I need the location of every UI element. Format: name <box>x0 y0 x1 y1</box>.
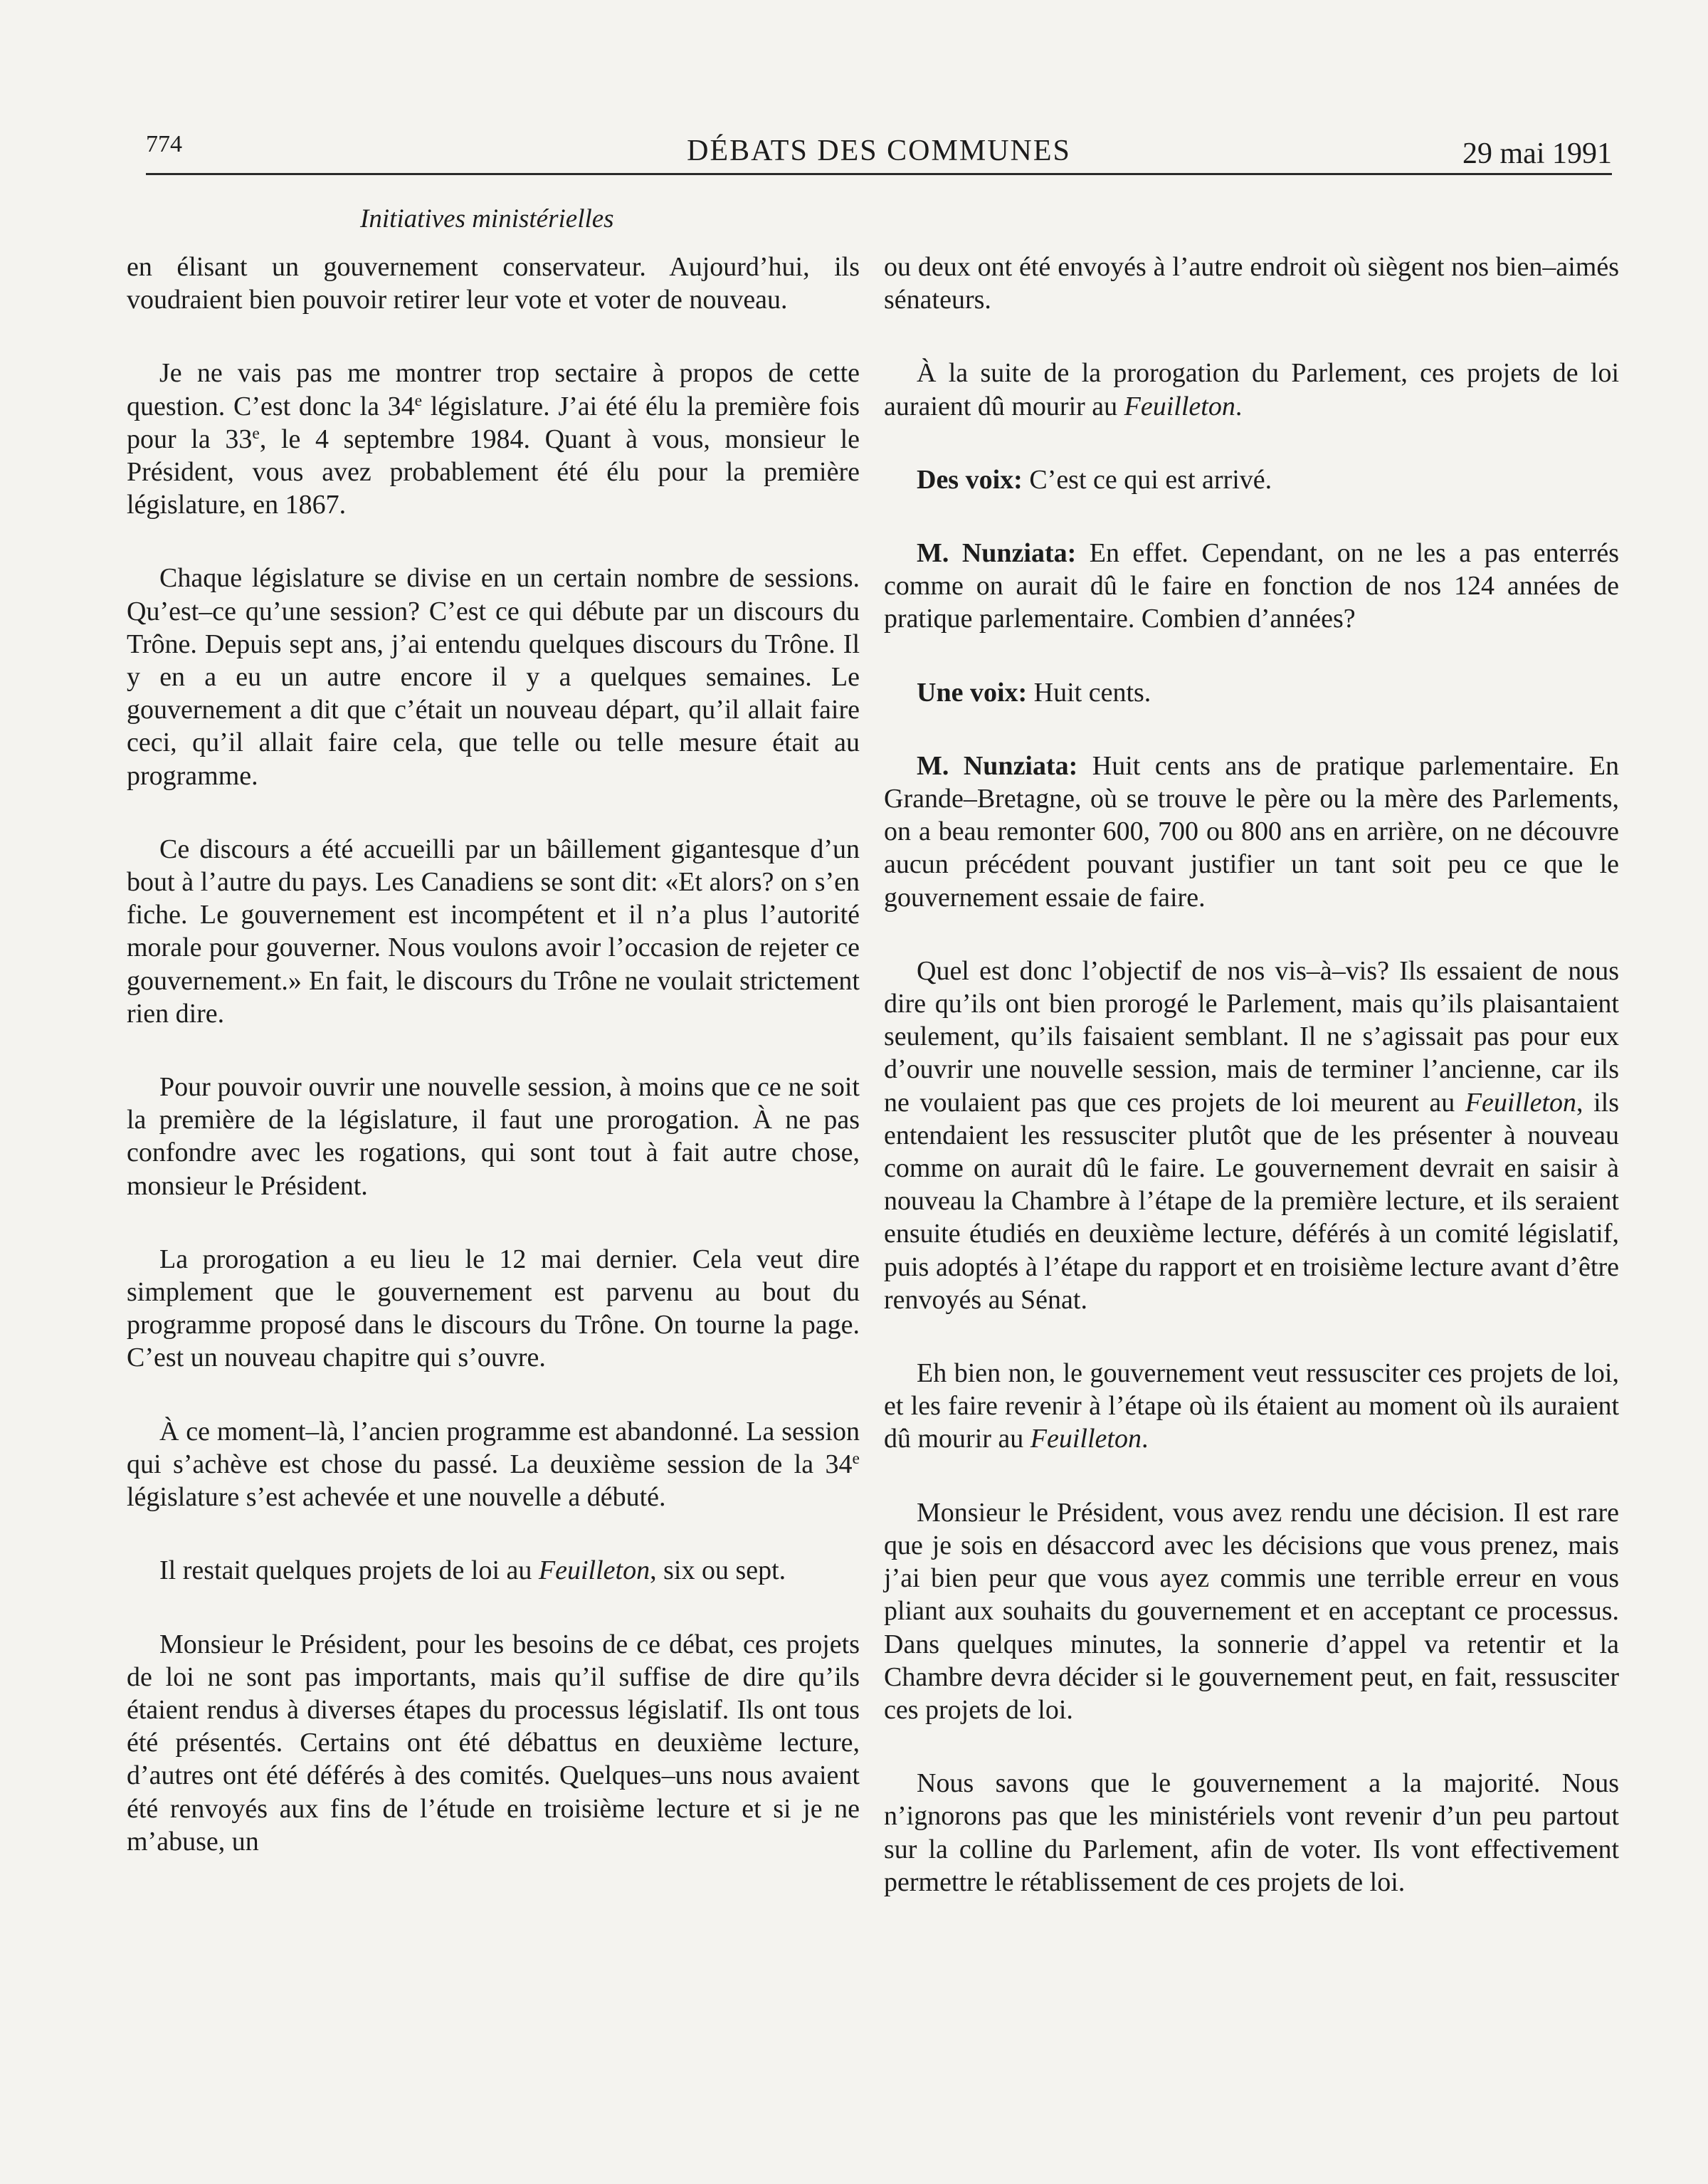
paragraph-text: en élisant un gouvernement conservateur. Aujourd’hui, ils voudraient bien pouvoir retirer leur vote et voter de nouveau. <box>127 252 860 315</box>
page-header <box>146 131 1612 174</box>
paragraph-text: , six ou sept. <box>650 1555 786 1586</box>
paragraph-text: La prorogation a eu lieu le 12 mai dernier. Cela veut dire simplement que le gouvernement est parvenu au bout du programme proposé dans le discours du Trône. On tourne la page. C’est un nouveau chapitre qui s’ouvre. <box>127 1244 860 1373</box>
paragraph <box>127 562 860 792</box>
paragraph-text: législature. J’ai été élu la première fois pour la 33 <box>127 391 860 454</box>
paragraph <box>884 1767 1619 1899</box>
header-rule <box>146 173 1612 175</box>
right-column <box>884 251 1619 1939</box>
speaker-name: M. Nunziata: <box>917 750 1078 781</box>
paragraph <box>127 251 860 316</box>
paragraph-text: Eh bien non, le gouvernement veut ressusciter ces projets de loi, et les faire revenir à l’étape où ils étaient au moment où ils auraient dû mourir au <box>884 1358 1619 1454</box>
page-number: 774 <box>146 131 182 157</box>
speech <box>884 750 1619 914</box>
speaker-name: Des voix: <box>917 464 1023 495</box>
paragraph-text: À la suite de la prorogation du Parlement, ces projets de loi auraient dû mourir au <box>884 358 1619 421</box>
paragraph-text: Huit cents ans de pratique parlementaire. En Grande–Bretagne, où se trouve le père ou la mère des Parlements, on a beau remonter 600, 700 ou 800 ans en arrière, on ne découvre aucun précédent pouvant justifier un tant soit peu ce que le gouvernement essaie de faire. <box>884 750 1619 913</box>
superscript: e <box>852 1449 860 1468</box>
paragraph <box>127 1554 860 1587</box>
page-date: 29 mai 1991 <box>1462 137 1612 170</box>
paragraph-text: . <box>1141 1424 1149 1454</box>
paragraph <box>127 1415 860 1514</box>
paragraph-text: C’est ce qui est arrivé. <box>1022 464 1272 495</box>
paragraph <box>127 1071 860 1202</box>
italic-text: Feuilleton <box>1030 1424 1142 1454</box>
italic-text: Feuilleton <box>538 1555 650 1586</box>
paragraph-text: À ce moment–là, l’ancien programme est abandonné. La session qui s’achève est chose du passé. La deuxième session de la 34 <box>127 1416 860 1479</box>
speech <box>884 676 1619 709</box>
paragraph-text: Huit cents. <box>1027 677 1151 708</box>
paragraph-text: Monsieur le Président, pour les besoins de ce débat, ces projets de loi ne sont pas importants, mais qu’il suffise de dire qu’ils étaient rendus à diverses étapes du processus législatif. Ils ont tous été présentés. Certains ont été débattus en deuxième lecture, d’autres ont été déférés à des comités. Quelques–uns nous avaient été renvoyés aux fins de l’étude en troisième lecture et si je ne m’abuse, un <box>127 1629 860 1857</box>
speaker-name: M. Nunziata: <box>917 538 1077 569</box>
paragraph-text: Chaque législature se divise en un certain nombre de sessions. Qu’est–ce qu’une session? C’est ce qui débute par un discours du Trône. Depuis sept ans, j’ai entendu quelques discours du Trône. Il y en a eu un autre encore il y a quelques semaines. Le gouvernement a dit que c’était un nouveau départ, qu’il allait faire ceci, qu’il allait faire cela, que telle ou telle mesure était au programme. <box>127 563 860 791</box>
section-label: Initiatives ministérielles <box>360 204 614 233</box>
left-column <box>127 251 860 1899</box>
paragraph <box>127 1243 860 1375</box>
italic-text: Feuilleton <box>1465 1087 1577 1118</box>
paragraph-text: En effet. Cependant, on ne les a pas enterrés comme on aurait dû le faire en fonction de nos 124 années de pratique parlementaire. Combien d’années? <box>884 538 1619 634</box>
paragraph <box>884 251 1619 316</box>
journal-title: DÉBATS DES COMMUNES <box>687 135 1071 167</box>
paragraph-text: Il restait quelques projets de loi au <box>159 1555 539 1586</box>
paragraph-text: Ce discours a été accueilli par un bâillement gigantesque d’un bout à l’autre du pays. Les Canadiens se sont dit: «Et alors? on s’en fiche. Le gouvernement est incompétent et il n’a plus l’autorité morale pour gouverner. Nous voulons avoir l’occasion de rejeter ce gouvernement.» En fait, le discours du Trône ne voulait strictement rien dire. <box>127 834 860 1029</box>
paragraph-text: , le 4 septembre 1984. Quant à vous, monsieur le Président, vous avez probablement été élu pour la première législature, en 1867. <box>127 424 860 520</box>
paragraph <box>884 1357 1619 1456</box>
paragraph <box>127 1628 860 1858</box>
paragraph <box>884 357 1619 422</box>
paragraph-text: Monsieur le Président, vous avez rendu une décision. Il est rare que je sois en désaccord avec les décisions que vous prenez, mais j’ai bien peur que vous ayez commis une terrible erreur en vous pliant aux souhaits du gouvernement et en acceptant ce processus. Dans quelques minutes, la sonnerie d’appel va retentir et la Chambre devra décider si le gouvernement peut, en fait, ressusciter ces projets de loi. <box>884 1497 1619 1725</box>
paragraph-text: Nous savons que le gouvernement a la majorité. Nous n’ignorons pas que les ministériels vont revenir d’un peu partout sur la colline du Parlement, afin de voter. Ils vont effectivement permettre le rétablissement de ces projets de loi. <box>884 1768 1619 1897</box>
paragraph-text: législature s’est achevée et une nouvelle a débuté. <box>127 1482 666 1513</box>
paragraph-text: , ils entendaient les ressusciter plutôt que de les présenter à nouveau comme on aurait dû le faire. Le gouvernement devrait en saisir à nouveau la Chambre à l’étape de la première lecture, et ils seraient ensuite étudiés en deuxième lecture, déférés à un comité législatif, puis adoptés à l’étape du rapport et en troisième lecture avant d’être renvoyés au Sénat. <box>884 1087 1619 1315</box>
paragraph-text: . <box>1235 391 1243 421</box>
paragraph-text: Je ne vais pas me montrer trop sectaire à propos de cette question. C’est donc la 34 <box>127 358 860 421</box>
paragraph <box>127 357 860 521</box>
italic-text: Feuilleton <box>1124 391 1235 421</box>
paragraph <box>127 833 860 1030</box>
paragraph-text: ou deux ont été envoyés à l’autre endroit où siègent nos bien–aimés sénateurs. <box>884 252 1619 315</box>
paragraph <box>884 1496 1619 1726</box>
speech <box>884 463 1619 496</box>
superscript: e <box>414 391 423 410</box>
paragraph-text: Pour pouvoir ouvrir une nouvelle session, à moins que ce ne soit la première de la législature, il faut une prorogation. À ne pas confondre avec les rogations, qui sont tout à fait autre chose, monsieur le Président. <box>127 1072 860 1201</box>
superscript: e <box>252 424 260 443</box>
speaker-name: Une voix: <box>917 677 1028 708</box>
paragraph <box>884 955 1619 1316</box>
speech <box>884 537 1619 636</box>
paragraph-text: Quel est donc l’objectif de nos vis–à–vis? Ils essaient de nous dire qu’ils ont bien prorogé le Parlement, mais qu’ils plaisantaient seulement, qu’ils faisaient semblant. Il ne s’agissait pas pour eux d’ouvrir une nouvelle session, mais de terminer l’ancienne, car ils ne voulaient pas que ces projets de loi meurent au <box>884 955 1619 1118</box>
